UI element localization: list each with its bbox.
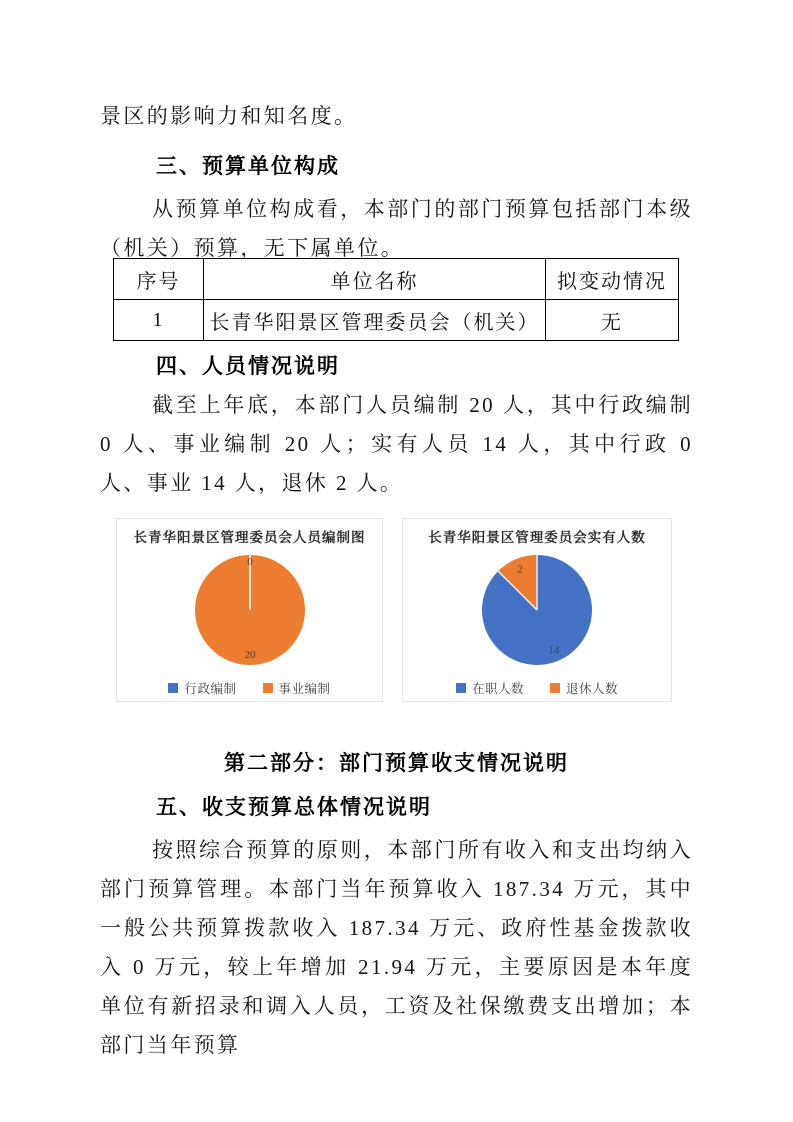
- chart-title: 长青华阳景区管理委员会实有人数: [428, 530, 646, 545]
- table-header-change: 拟变动情况: [546, 259, 679, 300]
- chart-title: 长青华阳景区管理委员会人员编制图: [133, 530, 366, 545]
- legend-swatch-icon: [456, 683, 466, 693]
- paragraph-continuation: 景区的影响力和知名度。: [100, 104, 358, 128]
- table-row: [114, 300, 679, 341]
- table-header-unit-name: 单位名称: [204, 259, 546, 300]
- budget-unit-table: [113, 258, 679, 341]
- table-cell-seq: 1: [114, 300, 204, 341]
- section-3-paragraph: 从预算单位构成看，本部门的部门预算包括部门本级（机关）预算，无下属单位。: [100, 197, 693, 260]
- pie-data-label: 20: [244, 649, 255, 662]
- part-2-heading: 第二部分：部门预算收支情况说明: [224, 752, 569, 775]
- legend-label: 退休人数: [566, 682, 619, 696]
- pie-chart-actual-headcount: [402, 518, 672, 702]
- table-cell-unit-name: 长青华阳景区管理委员会（机关）: [204, 300, 546, 341]
- chart-legend: [456, 679, 618, 697]
- pie-data-label: 0: [246, 556, 253, 569]
- chart-legend: [168, 679, 330, 697]
- legend-item: [168, 679, 236, 697]
- section-3-heading: 三、预算单位构成: [156, 155, 340, 178]
- legend-swatch-icon: [550, 683, 560, 693]
- legend-item: [550, 679, 618, 697]
- table-header-row: [114, 259, 679, 300]
- legend-swatch-icon: [168, 683, 178, 693]
- legend-label: 在职人数: [471, 682, 524, 696]
- table-header-seq: 序号: [114, 259, 204, 300]
- legend-swatch-icon: [263, 683, 273, 693]
- section-5-paragraph: 按照综合预算的原则，本部门所有收入和支出均纳入部门预算管理。本部门当年预算收入 187.34 万元，其中一般公共预算拨款收入 187.34 万元、政府性基金拨款收入 0 万元，较上年增加 21.94 万元，主要原因是本年度单位有新招录和调入人员，工资及社保缴费支出增加；本部门当年预算: [100, 838, 693, 1057]
- pie-data-label: 2: [517, 563, 523, 576]
- legend-item: [456, 679, 524, 697]
- legend-label: 事业编制: [278, 682, 331, 696]
- pie-data-label: 14: [548, 644, 560, 657]
- pie-chart-staff-establishment: [116, 518, 383, 702]
- pie-chart-svg: [462, 549, 612, 671]
- pie-chart-svg: [175, 549, 325, 671]
- legend-item: [263, 679, 331, 697]
- section-4-paragraph: 截至上年底，本部门人员编制 20 人，其中行政编制 0 人、事业编制 20 人；实有人员 14 人，其中行政 0 人、事业 14 人，退休 2 人。: [100, 393, 693, 495]
- legend-label: 行政编制: [184, 682, 237, 696]
- table-cell-change: 无: [546, 300, 679, 341]
- section-4-heading: 四、人员情况说明: [156, 355, 340, 378]
- section-5-heading: 五、收支预算总体情况说明: [156, 796, 432, 819]
